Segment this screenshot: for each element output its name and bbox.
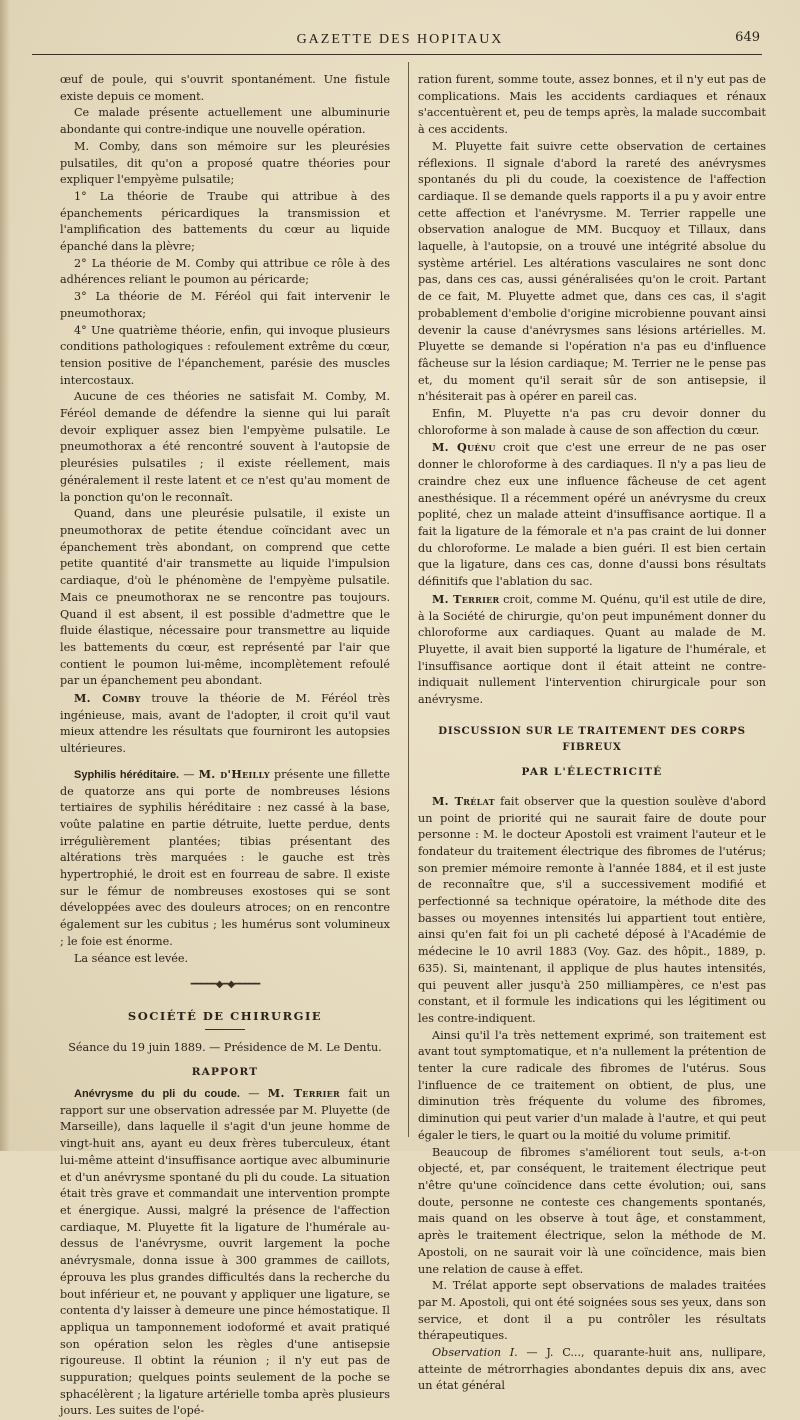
observation-lead: Observation I. [432,1346,518,1360]
paragraph-text: présente une fillette de quatorze ans qui porte de nombreuses lésions tertiaires de syphilis héréditaire : nez cassé à la base, voûte palatine en partie détruite, luette perdue, dents irrégulièrement plantées; tibias présentant des altérations très marquées : le gauche est très hypertrophié, le droit est en fourreau de sabre. Il existe sur le fémur de nombreuses exostoses qui se sont développées avec des douleurs atroces; on en rencontre également sur les cubitus ; les humérus sont volumineux ; le foie est énorme. [60,767,390,948]
paragraph-text: trouve la théorie de M. Féréol très ingénieuse, mais, avant de l'adopter, il croit qu'il vaut mieux attendre les résultats que fourniront les autopsies ultérieures. [60,692,390,756]
paragraph: Ainsi qu'il l'a très nettement exprimé, son traitement est avant tout symptomatique, et n'a nullement la prétention de tenter la cure radicale des fibromes de l'utérus. Sous l'influence de ce traitement on obtient, de plus, une diminution très fréquente du volume des fibromes, diminution qui peut varier d'un malade à l'autre, et qui peut égaler le tiers, le quart ou la moitié du volume primitif. [418,1028,766,1142]
paragraph [418,793,766,1028]
paragraph: M. Pluyette fait suivre cette observation de certaines réflexions. Il signale d'abord la rareté des anévrysmes spontanés du pli du coude, la coexistence de l'affection cardiaque. Il se demande quels rapports il a pu y avoir entre cette affection et l'anévrysme. M. Terrier rappelle une observation analogue de MM. Bucquoy et Tillaux, dans laquelle, à l'autopsie, on a trouvé une intégrité absolue du système artériel. Les altérations vasculaires ne sont donc pas, dans ces cas, aussi généralisées qu'on le croit. Partant de ce fait, M. Pluyette admet que, dans ces cas, il s'agit probablement d'embolie d'origine microbienne pouvant ainsi devenir la cause d'anévrysmes sans lésions artérielles. M. Pluyette se demande si l'opération n'a pas eu d'influence fâcheuse sur la lésion cardiaque; M. Terrier ne le pense pas et, du moment qu'il serait sûr de son antisepsie, il n'hésiterait pas à opérer en pareil cas. [418,139,766,404]
paragraph: Aucune de ces théories ne satisfait M. Comby, M. Féréol demande de défendre la sienne qui lui paraît devoir expliquer assez bien l'empyème pulsatile. Le pneumothorax a été rencontré souvent à l'autopsie de pleurésies pulsatiles ; il existe réellement, mais généralement il reste latent et ce n'est qu'au moment de la ponction qu'on le reconnaît. [60,390,390,504]
article-lead: Syphilis héréditaire. [74,768,180,781]
paragraph [418,591,766,709]
speaker-name: M. Trélat [432,793,495,808]
paragraph-syphilis [60,766,390,951]
session-line: Séance du 19 juin 1889. — Présidence de M. Le Dentu. [68,1040,382,1054]
paragraph-text: fait un rapport sur une observation adressée par M. Pluyette (de Marseille), dans laquelle il s'agit d'un jeune homme de vingt-huit ans, ayant eu deux frères tuberculeux, étant lui-même atteint d'insuffisance aortique avec albuminurie et d'un anévrysme spontané du pli du coude. La situation était très grave et commandait une intervention prompte et énergique. Aussi, malgré la présence de l'affection cardiaque, M. Pluyette fit la ligature de l'humérale au-dessus de l'anévrysme, ouvrit largement la poche anévrysmale, donna issue à 300 grammes de caillots, éprouva les plus grandes difficultés dans la recherche du bout inférieur et, ne pouvant y appliquer une ligature, se contenta d'y laisser à demeure une pince hémostatique. Il appliqua un tamponnement iodoformé et avait pratiqué son opération selon les règles d'une antisepsie rigoureuse. Il obtint la réunion ; il n'y eut pas de suppuration; quelques points seulement de la poche se sphacélèrent ; la ligature artérielle tomba après plusieurs jours. Les suites de l'opé- [60,1087,390,1418]
short-rule [205,1029,245,1030]
sub-heading: RAPPORT [191,1066,259,1079]
speaker-name: M. Quénu [432,440,496,455]
paragraph: Enfin, M. Pluyette n'a pas cru devoir donner du chloroforme à son malade à cause de son affection du cœur. [418,407,766,437]
paragraph: 2° La théorie de M. Comby qui attribue ce rôle à des adhérences reliant le poumon au péricarde; [60,256,390,287]
paragraph: M. Trélat apporte sept observations de malades traitées par M. Apostoli, qui ont été soignées sous ses yeux, dans son service, et dont il a pu contrôler les résultats thérapeutiques. [418,1279,766,1343]
left-column [60,72,390,1420]
paragraph [418,439,766,590]
article-lead: Anévrysme du pli du coude. [74,1088,240,1101]
paragraph: œuf de poule, qui s'ouvrit spontanément. Une fistule existe depuis ce moment. [60,73,390,103]
seance-levee: La séance est levée. [74,951,189,965]
page-number: 649 [735,30,760,45]
paragraph: Quand, dans une pleurésie pulsatile, il existe un pneumothorax de petite étendue coïncidant avec un épanchement très abondant, on comprend que cette petite quantité d'air transmette au liquide l'impulsion cardiaque, d'où le phénomène de l'empyème pulsatile. Mais ce pneumothorax ne se rencontre pas toujours. Quand il est absent, il est possible d'admettre que le fluide élastique, nécessaire pour transmettre au liquide les battements du cœur, est représenté par l'air que contient le poumon lui-même, incomplètement refoulé par un épanchement peu abondant. [60,507,390,688]
dash: — [179,767,199,781]
discussion-heading: DISCUSSION SUR LE TRAITEMENT DES CORPS FIBREUX [438,724,746,754]
page-edge-shadow [0,0,10,1151]
paragraph-text: — J. C..., quarante-huit ans, nullipare, atteinte de métrorrhagies abondantes depuis dix ans, avec un état général [418,1346,766,1393]
section-heading: SOCIÉTÉ DE CHIRURGIE [127,1008,323,1023]
paragraph-text: croit que c'est une erreur de ne pas oser donner le chloroforme à des cardiaques. Il n'y a pas lieu de craindre chez eux une influence fâcheuse de cet agent anesthésique. Il a récemment opéré un anévrysme du creux poplité, chez un malade atteint d'insuffisance aortique. Il a fait la ligature de la fémorale et n'a pas craint de lui donner du chloroforme. Le malade a bien guéri. Il est bien certain que la ligature, dans ces cas, donne d'aussi bons résultats définitifs que l'ablation du sac. [418,441,766,589]
discussion-subheading: PAR L'ÉLECTRICITÉ [521,766,663,779]
paragraph [418,1345,766,1395]
paragraph: M. Comby, dans son mémoire sur les pleurésies pulsatiles, dit qu'on a proposé quatre théories pour expliquer l'empyème pulsatile; [60,139,390,187]
paragraph: 3° La théorie de M. Féréol qui fait intervenir le pneumothorax; [60,290,390,320]
speaker-name: M. d'Heilly [198,766,270,781]
dash: — [239,1087,268,1101]
page-header-title: GAZETTE DES HOPITAUX [296,32,504,47]
paragraph-text: fait observer que la question soulève d'abord un point de priorité qui ne saurait faire de doute pour personne : M. le docteur Apostoli est vraiment l'auteur et le fondateur du traitement électrique des fibromes de l'utérus; son premier mémoire remonte à l'année 1884, et il est juste de reconnaître que, s'il a successivement modifié et perfectionné sa technique opératoire, la méthode dite des basses ou moyennes intensités lui appartient tout entière, ainsi qu'en fait foi un pli cacheté déposé à l'Académie de médecine le 10 avril 1883 (Voy. Gaz. des hôpit., 1889, p. 635). Si, maintenant, il applique de plus hautes intensités, qui peuvent aller jusqu'à 250 milliampères, ce n'est pas constant, et il formule les indications qui les légitiment ou les contre-indiquent. [418,794,766,1025]
paragraph-anevrysme [60,1085,390,1420]
paragraph: Beaucoup de fibromes s'améliorent tout seuls, a-t-on objecté, et, par conséquent, le traitement électrique peut n'être qu'une coïncidence dans cette évolution; oui, sans doute, personne ne conteste ces changements spontanés, mais quand on les observe à tout âge, et constamment, après le traitement électrique, selon la méthode de M. Apostoli, on ne saurait voir là une coïncidence, mais bien une relation de cause à effet. [418,1145,766,1276]
speaker-name: M. Terrier [432,591,500,606]
speaker-name: M. Comby [74,691,141,706]
paragraph: 1° La théorie de Traube qui attribue à des épanchements péricardiques la transmission et l'amplification des battements du cœur au liquide épanché dans la plèvre; [60,189,390,254]
paragraph: 4° Une quatrième théorie, enfin, qui invoque plusieurs conditions pathologiques : refoulement extrême du cœur, tension positive de l'épanchement, parésie des muscles intercostaux. [60,323,390,387]
paragraph: Ce malade présente actuellement une albuminurie abondante qui contre-indique une nouvelle opération. [60,106,390,137]
speaker-name: M. Terrier [267,1086,340,1101]
ornamental-rule: ━━━━━◆━◆━━━━━ [190,979,260,991]
paragraph [60,690,390,758]
paragraph: ration furent, somme toute, assez bonnes, et il n'y eut pas de complications. Mais les accidents cardiaques et rénaux s'accentuèrent et, peu de temps après, la malade succombait à ces accidents. [418,73,766,137]
right-column [418,72,766,1395]
column-divider [408,62,409,1137]
header-rule [32,54,762,55]
paragraph-text: croit, comme M. Quénu, qu'il est utile de dire, à la Société de chirurgie, qu'on peut impunément donner du chloroforme aux cardiaques. Quant au malade de M. Pluyette, il avait bien supporté la ligature de l'humérale, et l'insuffisance aortique dont il était atteint ne contre-indiquait nullement l'intervention chirurgicale pour son anévrysme. [418,592,766,707]
